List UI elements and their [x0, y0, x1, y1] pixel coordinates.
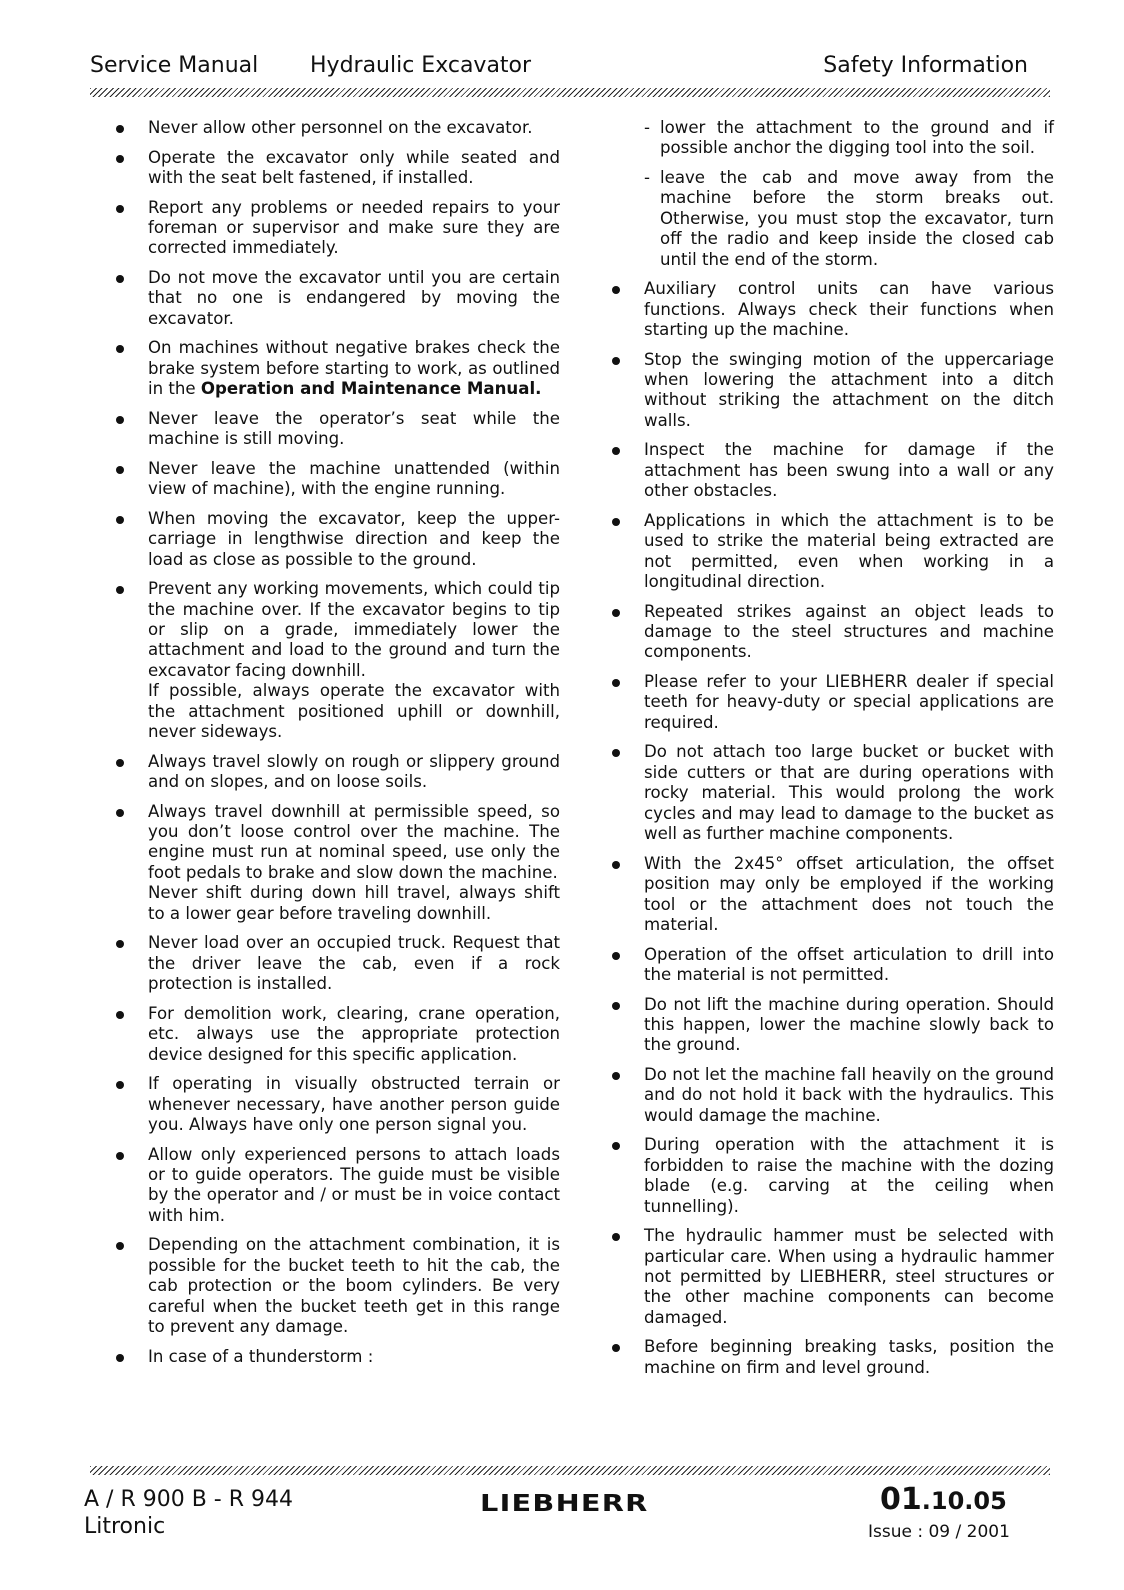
bullet-icon	[116, 1152, 124, 1160]
bullet-icon	[612, 609, 620, 617]
list-item: Operate the excavator only while seated and with the seat belt fastened, if installed.	[112, 148, 560, 189]
footer-variant: Litronic	[84, 1514, 166, 1539]
bullet-icon	[116, 155, 124, 163]
list-item: Depending on the attachment combination, it is possible for the bucket teeth to hit the cab, the cab protection or the boom cylinders. Be very careful when the bucket teeth get in this range to prevent any damage.	[112, 1235, 560, 1337]
list-item: Repeated strikes against an object leads to damage to the steel structures and machine components.	[608, 602, 1054, 663]
bullet-icon	[612, 1142, 620, 1150]
bullet-icon	[612, 861, 620, 869]
list-item: Always travel slowly on rough or slippery ground and on slopes, and on loose soils.	[112, 752, 560, 793]
list-item: Allow only experienced persons to attach loads or to guide operators. The guide must be visible by the operator and / or must be in voice contact with him.	[112, 1145, 560, 1227]
list-item: Do not attach too large bucket or bucket with side cutters or that are during operations with rocky material. This would prolong the work cycles and may lead to damage to the bucket as well as further machine components.	[608, 742, 1054, 844]
footer-divider	[90, 1466, 1050, 1475]
header-machine-type: Hydraulic Excavator	[310, 53, 532, 78]
bullet-icon	[116, 759, 124, 767]
bullet-icon	[612, 1344, 620, 1352]
list-item: Do not lift the machine during operation. Should this happen, lower the machine slowly back to the ground.	[608, 995, 1054, 1056]
list-item: Never leave the machine unattended (within view of machine), with the engine running.	[112, 459, 560, 500]
list-item: Do not move the excavator until you are certain that no one is endangered by moving the excavator.	[112, 268, 560, 329]
manual-reference: Operation and Maintenance Manual.	[200, 379, 542, 399]
header-section-title: Safety Information	[823, 53, 1028, 78]
list-item: With the 2x45° offset articulation, the offset position may only be employed if the working tool or the attachment does not touch the material.	[608, 854, 1054, 936]
list-item: Stop the swinging motion of the uppercariage when lowering the attachment into a ditch without striking the attachment on the ditch walls.	[608, 350, 1054, 432]
dash-icon: -	[644, 168, 650, 187]
bullet-icon	[116, 516, 124, 524]
bullet-icon	[612, 749, 620, 757]
bullet-icon	[612, 447, 620, 455]
list-item: Do not let the machine fall heavily on the ground and do not hold it back with the hydraulics. This would damage the machine.	[608, 1065, 1054, 1126]
bullet-icon	[116, 586, 124, 594]
footer-model: A / R 900 B - R 944	[84, 1487, 293, 1512]
left-column	[112, 118, 560, 1376]
dash-icon: -	[644, 118, 650, 137]
bullet-icon	[116, 125, 124, 133]
list-item: Operation of the offset articulation to drill into the material is not permitted.	[608, 945, 1054, 986]
list-item: Please refer to your LIEBHERR dealer if special teeth for heavy-duty or special applications are required.	[608, 672, 1054, 733]
bullet-icon	[612, 952, 620, 960]
list-item: The hydraulic hammer must be selected with particular care. When using a hydraulic hammer not permitted by LIEBHERR, steel structures or the other machine components can become damaged.	[608, 1226, 1054, 1328]
bullet-icon	[116, 1081, 124, 1089]
sub-list-item: - leave the cab and move away from the machine before the storm breaks out. Otherwise, you must stop the excavator, turn off the radio and keep inside the closed cab until the end of the storm.	[644, 168, 1054, 269]
page-code: 01.10.05	[880, 1482, 1007, 1517]
right-safety-list	[608, 118, 1054, 1378]
list-item: During operation with the attachment it is forbidden to raise the machine with the dozing blade (e.g. carving at the ceiling when tunnelling).	[608, 1135, 1054, 1217]
list-item: Before beginning breaking tasks, position the machine on firm and level ground.	[608, 1337, 1054, 1378]
bullet-icon	[116, 205, 124, 213]
liebherr-logo: LIEBHERR	[480, 1491, 649, 1517]
right-column	[608, 118, 1054, 1387]
bullet-icon	[116, 1242, 124, 1250]
list-item: In case of a thunderstorm :	[112, 1347, 560, 1367]
bullet-icon	[612, 679, 620, 687]
list-item: When moving the excavator, keep the upper-carriage in lengthwise direction and keep the load as close as possible to the ground.	[112, 509, 560, 570]
bullet-icon	[612, 1233, 620, 1241]
bullet-icon	[116, 466, 124, 474]
header-manual-title: Service Manual	[90, 53, 259, 78]
list-item: Never load over an occupied truck. Request that the driver leave the cab, even if a rock protection is installed.	[112, 933, 560, 994]
bullet-icon	[116, 940, 124, 948]
sub-list-item: - lower the attachment to the ground and if possible anchor the digging tool into the soil.	[644, 118, 1054, 158]
bullet-icon	[612, 518, 620, 526]
bullet-icon	[612, 1072, 620, 1080]
header-divider	[90, 88, 1050, 97]
list-item: Applications in which the attachment is to be used to strike the material being extracted are not permitted, even when working in a longitudinal direction.	[608, 511, 1054, 593]
bullet-icon	[116, 809, 124, 817]
list-item: Auxiliary control units can have various functions. Always check their functions when starting up the machine.	[608, 279, 1054, 340]
bullet-icon	[116, 1011, 124, 1019]
bullet-icon	[612, 286, 620, 294]
bullet-icon	[116, 345, 124, 353]
left-safety-list	[112, 118, 560, 1367]
page-header	[90, 52, 1040, 82]
bullet-icon	[612, 1002, 620, 1010]
bullet-icon	[612, 357, 620, 365]
bullet-icon	[116, 1354, 124, 1362]
list-item: If operating in visually obstructed terrain or whenever necessary, have another person guide you. Always have only one person signal you.	[112, 1074, 560, 1135]
list-item: Prevent any working movements, which could tip the machine over. If the excavator begins to tip or slip on a grade, immediately lower the attachment and load to the ground and turn the excavator facing downhill. If possible, always operate the excavator with the attachment positioned uphill or downhill, never sideways.	[112, 579, 560, 742]
list-item: Never leave the operator’s seat while the machine is still moving.	[112, 409, 560, 450]
footer-model-block	[84, 1486, 293, 1540]
list-item: On machines without negative brakes check the brake system before starting to work, as outlined in the Operation and Maintenance Manual.	[112, 338, 560, 399]
list-item: Never allow other personnel on the excavator.	[112, 118, 560, 138]
list-item: Report any problems or needed repairs to your foreman or supervisor and make sure they are corrected immediately.	[112, 198, 560, 259]
issue-date: Issue : 09 / 2001	[868, 1522, 1010, 1542]
list-item: Inspect the machine for damage if the attachment has been swung into a wall or any other obstacles.	[608, 440, 1054, 501]
bullet-icon	[116, 416, 124, 424]
bullet-icon	[116, 275, 124, 283]
list-item: Always travel downhill at permissible speed, so you don’t loose control over the machine. The engine must run at nominal speed, use only the foot pedals to brake and slow down the machine. Never shift during down hill travel, always shift to a lower gear before traveling downhill.	[112, 802, 560, 924]
list-item: For demolition work, clearing, crane operation, etc. always use the appropriate protection device designed for this specific application.	[112, 1004, 560, 1065]
